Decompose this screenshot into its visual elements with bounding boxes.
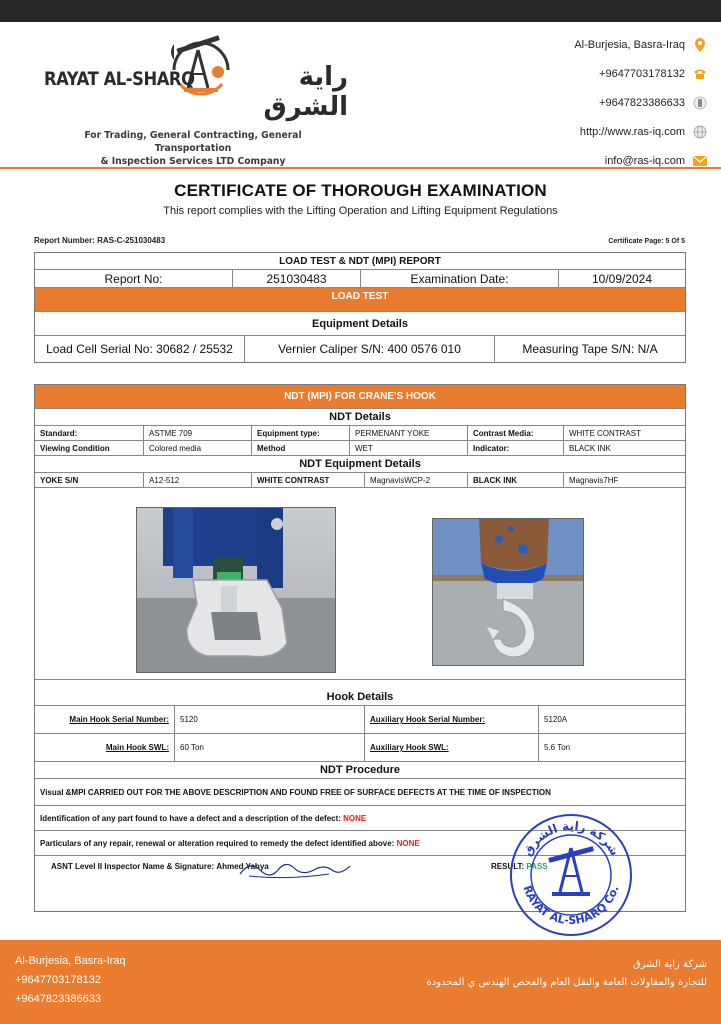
report-no-value: 251030483 [233,270,361,287]
main-hook-swl-value: 60 Ton [175,734,365,761]
logo-text-latin: RAYAT AL-SHARQ [44,68,195,90]
svg-text:RAYAT AL-SHARQ Co.: RAYAT AL-SHARQ Co. [520,883,622,928]
equipment-type-value: PERMENANT YOKE [350,426,468,440]
black-ink-label: BLACK INK [468,473,564,487]
inspector-signature: ASNT Level II Inspector Name & Signature: Ahmed Yahya [51,862,269,871]
footer-arabic-name: شركة راية الشرق [632,959,707,970]
phone-icon [693,67,707,81]
certificate-title: CERTIFICATE OF THOROUGH EXAMINATION [174,181,547,200]
footer-arabic [427,956,707,992]
repair-particulars: Particulars of any repair, renewal or alteration required to remedy the defect identified above: NONE [40,838,420,848]
exam-date-label: Examination Date: [361,270,559,287]
main-hook-serial-value: 5120 [175,706,365,733]
contact-list [487,30,707,175]
mobile-phone-icon [693,96,707,110]
footer-phone-2: +9647823386633 [15,993,101,1005]
aux-hook-swl-value: 5.6 Ton [544,743,571,752]
result-value: PASS [526,862,548,871]
auxiliary-hook-photo [432,518,584,666]
ndt-details-heading: NDT Details [329,411,391,423]
contact-address: Al-Burjesia, Basra-Iraq [487,30,707,59]
vernier-caliper-serial: Vernier Caliper S/N: 400 0576 010 [245,336,495,362]
white-contrast-label: WHITE CONTRAST [252,473,365,487]
load-test-table [34,252,686,363]
contact-mobile: +9647823386633 [487,88,707,117]
company-stamp [508,812,634,938]
contact-phone: +9647703178132 [487,59,707,88]
result: RESULT: PASS [491,862,548,871]
yoke-sn-label: YOKE S/N [35,473,144,487]
ndt-equipment-heading: NDT Equipment Details [299,458,421,470]
measuring-tape-serial: Measuring Tape S/N: N/A [522,342,658,356]
footer-contacts [15,952,126,1009]
main-hook-swl-label: Main Hook SWL: [35,734,175,761]
load-test-section: LOAD TEST [35,288,685,311]
yoke-sn-value: A12-512 [144,473,252,487]
location-pin-icon [693,38,707,52]
hook-details-heading: Hook Details [326,691,394,703]
procedure-statement: Visual &MPI CARRIED OUT FOR THE ABOVE DESCRIPTION AND FOUND FREE OF SURFACE DEFECTS AT THE TIME OF INSPECTION [40,787,551,797]
defect-identification-value: NONE [343,813,367,823]
aux-hook-serial-value: 5120A [544,715,568,724]
certificate-page: Certificate Page: 5 Of 5 [608,238,685,245]
contrast-media-value: WHITE CONTRAST [569,428,641,438]
exam-date-value: 10/09/2024 [591,271,653,286]
envelope-icon [693,154,707,168]
report-no-label: Report No: [35,270,233,287]
footer-phone-1: +9647703178132 [15,974,101,986]
method-label: Method [252,441,350,455]
aux-hook-swl-label: Auxiliary Hook SWL: [365,734,539,761]
top-bar [0,0,721,22]
signature-scribble-icon [235,856,355,882]
header-divider [0,167,721,169]
standard-label: Standard: [35,426,144,440]
equipment-details-heading: Equipment Details [312,317,408,330]
footer [0,940,721,1024]
contact-email[interactable]: info@ras-iq.com [487,146,707,175]
viewing-condition-label: Viewing Condition [35,441,144,455]
main-hook-serial-label: Main Hook Serial Number: [35,706,175,733]
certificate-subtitle: This report complies with the Lifting Operation and Lifting Equipment Regulations [163,205,558,217]
footer-address: Al-Burjesia, Basra-Iraq [15,955,126,967]
svg-text:شركة راية الشرق: شركة راية الشرق [520,818,622,859]
footer-arabic-description: للتجارة والمقاولات العامة والنقل العام والفحص الهندس ي المحدودة [426,977,707,988]
company-tagline: For Trading, General Contracting, General Transportation & Inspection Services LTD Company [84,130,302,167]
logo-text-arabic: راية الشرق [263,62,348,122]
inspector-name: Ahmed Yahya [216,862,269,871]
main-hook-photo [136,507,336,673]
globe-icon [693,125,707,139]
indicator-value: BLACK INK [569,443,611,453]
standard-value: ASTME 709 [144,426,252,440]
contrast-media-label: Contrast Media: [468,426,564,440]
ndt-section: NDT (MPI) FOR CRANE'S HOOK [35,385,685,408]
black-ink-value: Magnavis7HF [569,475,619,485]
load-test-heading: LOAD TEST & NDT (MPI) REPORT [279,255,441,267]
repair-particulars-value: NONE [396,838,420,848]
load-cell-serial: Load Cell Serial No: 30682 / 25532 [35,336,245,362]
report-number: Report Number: RAS-C-251030483 [34,236,166,245]
method-value: WET [350,441,468,455]
company-logo [38,30,348,167]
hook-photos-row [35,488,685,680]
indicator-label: Indicator: [468,441,564,455]
aux-hook-serial-label: Auxiliary Hook Serial Number: [365,706,539,733]
viewing-condition-value: Colored media [144,441,252,455]
defect-identification: Identification of any part found to have a defect and a description of the defect: NONE [40,813,367,823]
equipment-type-label: Equipment type: [252,426,350,440]
white-contrast-value: MagnavisWCP-2 [365,473,468,487]
contact-website[interactable]: http://www.ras-iq.com [487,117,707,146]
ndt-procedure-heading: NDT Procedure [319,764,401,776]
